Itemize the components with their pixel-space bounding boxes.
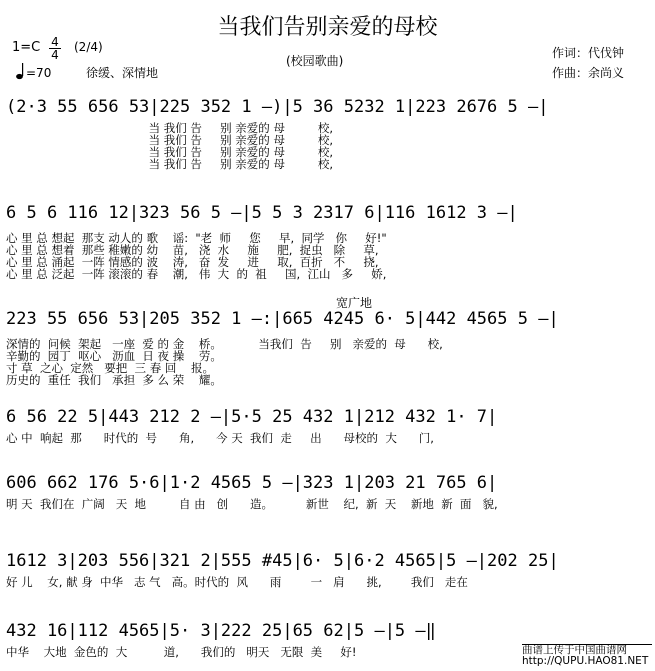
notation-line-7: 432 16|112 4565|5· 3|222 25|65 62|5 –|5 –‖ <box>6 621 436 641</box>
time-signature <box>49 36 61 61</box>
key-signature: 1=C <box>12 40 41 55</box>
expression-marking: 徐缓、深情地 <box>86 66 159 80</box>
lyric-line-1-verse-2: 当 我们 告 别 亲爱的 母 校, <box>6 133 334 147</box>
watermark-site-name: 曲谱上传于中国曲谱网 <box>522 644 627 656</box>
lyric-line-4: 心 中 响起 那 时代的 号 角, 今 天 我们 走 出 母校的 大 门, <box>6 431 434 445</box>
lyricist-credit: 作词：代伐钟 <box>552 46 625 60</box>
notation-line-1: (2·3 55 656 53|225 352 1 –)|5 36 5232 1|223 2676 5 –| <box>6 97 549 117</box>
lyric-line-1-verse-4: 当 我们 告 别 亲爱的 母 校, <box>6 157 334 171</box>
time-signature-bottom: 4 <box>49 48 61 61</box>
composer-credit: 作曲：余尚义 <box>552 66 625 80</box>
lyric-line-2-verse-3: 心 里 总 涌起 一阵 情感的 波 涛, 奋 发 进 取, 百折 不 挠, <box>6 255 379 269</box>
tempo-marking: =70 <box>26 66 52 80</box>
lyric-line-1-verse-1: 当 我们 告 别 亲爱的 母 校, <box>6 121 334 135</box>
alternate-time-signature: (2/4) <box>74 40 103 54</box>
notation-line-2: 6 5 6 116 12|323 56 5 –|5 5 3 2317 6|116 1612 3 –| <box>6 203 518 223</box>
lyric-line-3-verse-1: 深情的 问候 架起 一座 爱 的 金 桥。 当我们 告 别 亲爱的 母 校, <box>6 337 443 351</box>
notation-line-5: 606 662 176 5·6|1·2 4565 5 –|323 1|203 21 765 6| <box>6 473 498 493</box>
time-signature-top: 4 <box>51 35 59 49</box>
notation-line-6: 1612 3|203 556|321 2|555 #45|6· 5|6·2 4565|5 –|202 25| <box>6 551 559 571</box>
lyric-line-6: 好 儿 女, 献 身 中华 志 气 高。时代的 风 雨 一 肩 挑, 我们 走在 <box>6 575 468 589</box>
genre-label: (校园歌曲) <box>286 54 344 68</box>
notation-line-3: 223 55 656 53|205 352 1 –:|665 4245 6· 5|442 4565 5 –| <box>6 309 559 329</box>
lyric-line-3-verse-4: 历史的 重任 我们 承担 多 么 荣 耀。 <box>6 373 222 387</box>
lyric-line-7: 中华 大地 金色的 大 道, 我们的 明天 无限 美 好! <box>6 645 357 659</box>
quarter-note-icon <box>16 62 24 80</box>
lyric-line-3-verse-3: 寸 草 之心 定然 要把 三 春 回 报。 <box>6 361 214 375</box>
notation-line-4: 6 56 22 5|443 212 2 –|5·5 25 432 1|212 432 1· 7| <box>6 407 498 427</box>
song-title: 当我们告别亲爱的母校 <box>217 15 438 40</box>
lyric-line-2-verse-1: 心 里 总 想起 那支 动人的 歌 谣: "老 师 您 早, 同学 你 好!" <box>6 231 387 245</box>
watermark-url: http://QUPU.HAO81.NET <box>522 655 649 667</box>
tempo-change-marking: 宽广地 <box>336 296 373 310</box>
lyric-line-2-verse-4: 心 里 总 泛起 一阵 滚滚的 春 潮, 伟 大 的 祖 国, 江山 多 娇, <box>6 267 387 281</box>
watermark-footer <box>522 644 652 669</box>
lyric-line-3-verse-2: 辛勤的 园丁 呕心 沥血 日 夜 操 劳。 <box>6 349 222 363</box>
lyric-line-2-verse-2: 心 里 总 想着 那些 稚嫩的 幼 苗, 浇 水 施 肥, 捉虫 除 草, <box>6 243 379 257</box>
lyric-line-1-verse-3: 当 我们 告 别 亲爱的 母 校, <box>6 145 334 159</box>
lyric-line-5: 明 天 我们在 广阔 天 地 自 由 创 造。 新世 纪, 新 天 新地 新 面 貌, <box>6 497 498 511</box>
